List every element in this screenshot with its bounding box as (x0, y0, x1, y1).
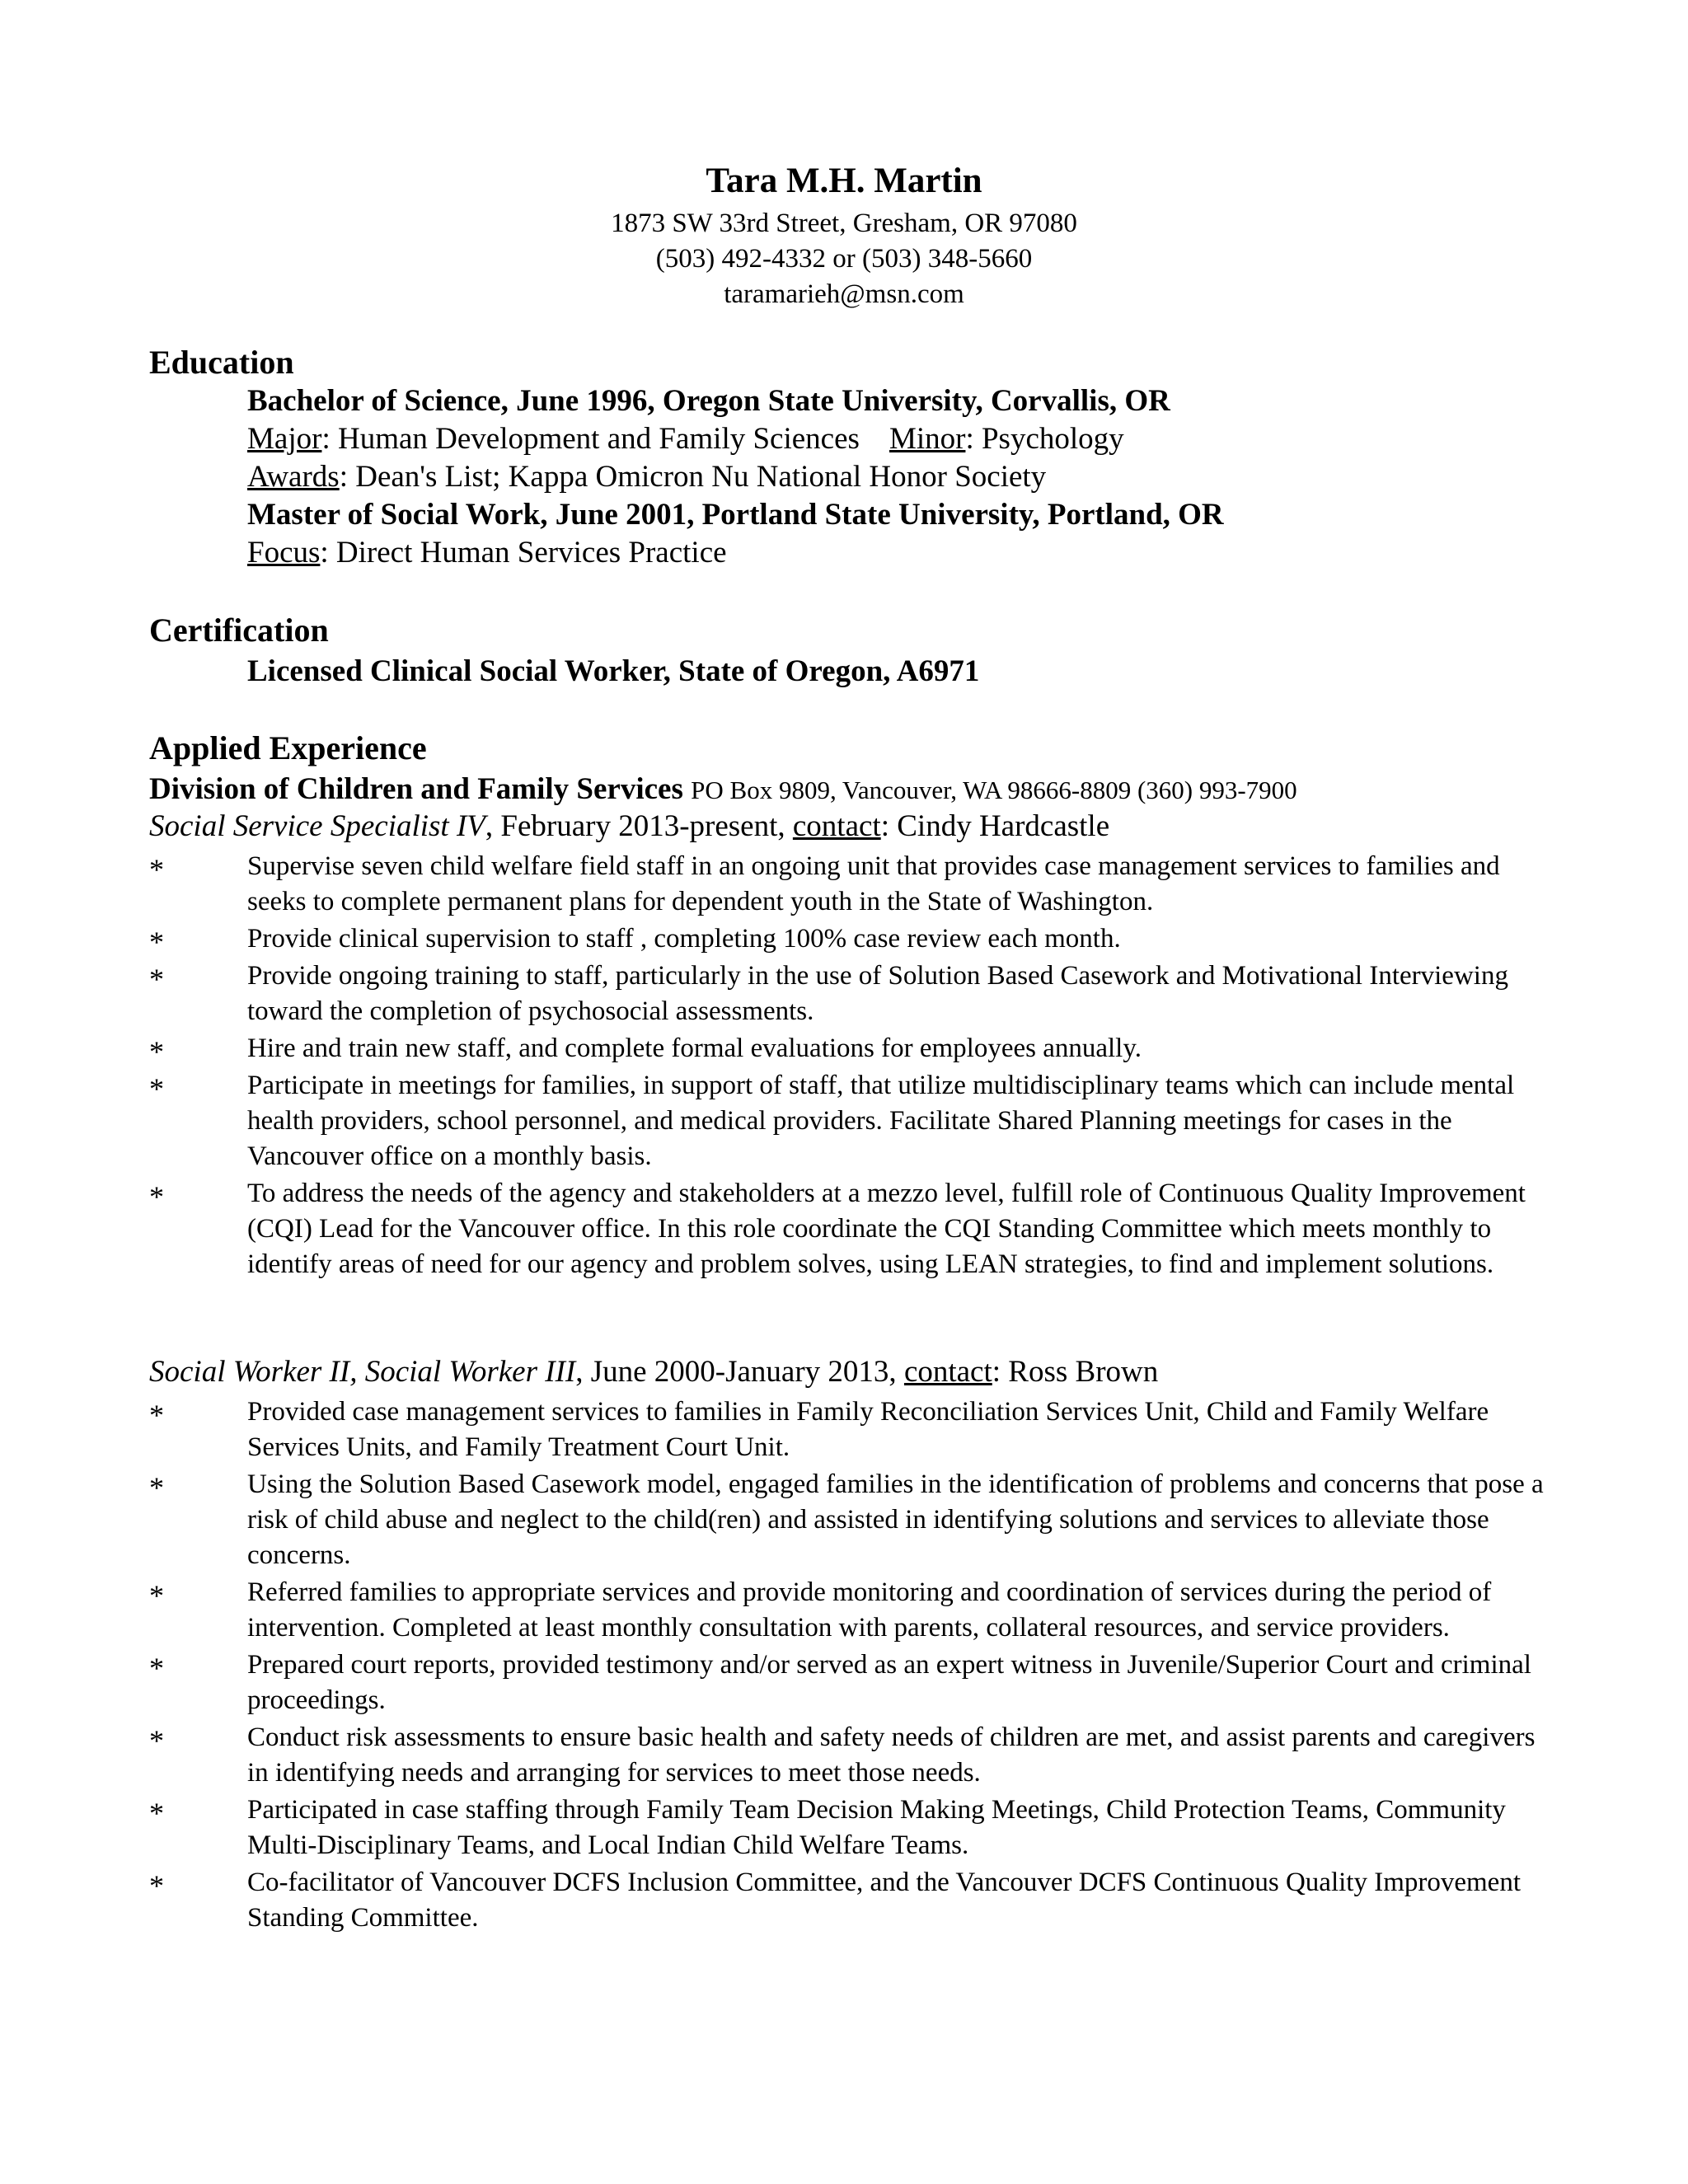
bullet-marker: * (149, 1579, 164, 1612)
employer-address: PO Box 9809, Vancouver, WA 98666-8809 (360) 993-7900 (691, 776, 1297, 804)
education-heading: Education (149, 344, 294, 381)
job1-bullet-list (149, 849, 1550, 1284)
focus-line (247, 534, 727, 572)
bullet-marker: * (149, 1035, 164, 1068)
awards-line (247, 458, 1046, 496)
list-item: * Prepared court reports, provided testimony and/or served as an expert witness in Juvenile/Superior Court and criminal proceedings. (149, 1650, 1531, 1715)
list-item: * Provide clinical supervision to staff , completing 100% case review each month. (149, 924, 1121, 958)
focus-label: Focus (247, 536, 321, 569)
bullet-marker: * (149, 926, 164, 958)
experience-heading: Applied Experience (149, 729, 427, 766)
certification-item: Licensed Clinical Social Worker, State of Oregon, A6971 (247, 654, 980, 688)
list-item: * Using the Solution Based Casework model, engaged families in the identification of problems and concerns that pose a risk of child abuse and neglect to the child(ren) and assisted in identifying solutions and services to alleviate those concerns. (149, 1469, 1544, 1570)
list-item: * Participated in case staffing through Family Team Decision Making Meetings, Child Protection Teams, Community Multi-Disciplinary Teams, and Local Indian Child Welfare Teams. (149, 1795, 1506, 1860)
email: taramarieh@msn.com (724, 279, 964, 309)
list-item: * Supervise seven child welfare field staff in an ongoing unit that provides case management services to families and seeks to complete permanent plans for dependent youth in the State of Washington. (149, 851, 1500, 916)
list-item: * Referred families to appropriate services and provide monitoring and coordination of services during the period of intervention. Completed at least monthly consultation with parents, collateral resources, and service providers. (149, 1577, 1492, 1643)
degree-bachelor: Bachelor of Science, June 1996, Oregon State University, Corvallis, OR (247, 384, 1170, 418)
address: 1873 SW 33rd Street, Gresham, OR 97080 (611, 209, 1077, 238)
job2-dates: , June 2000-January 2013, (575, 1355, 904, 1389)
employer-name: Division of Children and Family Services (149, 772, 683, 806)
certification-heading: Certification (149, 612, 329, 649)
job1-contact-label: contact (792, 809, 881, 843)
list-item: * To address the needs of the agency and stakeholders at a mezzo level, fulfill role of Continuous Quality Improvement (CQI) Lead for the Vancouver office. In this role coordinate the CQI Standing Committee which meets monthly to identify areas of need for our agency and problem solves, using LEAN strategies, to find and implement solutions. (149, 1179, 1526, 1279)
job2-contact-label: contact (903, 1355, 992, 1389)
bullet-marker: * (149, 1869, 164, 1902)
bullet-marker: * (149, 853, 164, 886)
minor-label: Minor (889, 422, 966, 456)
minor-value: : Psychology (965, 422, 1124, 456)
major-minor-line (247, 420, 1124, 458)
awards-value: : Dean's List; Kappa Omicron Nu National Honor Society (339, 460, 1047, 494)
bullet-marker: * (149, 1180, 164, 1213)
list-item: * Provided case management services to families in Family Reconciliation Services Unit, Child and Family Welfare Services Units, and Family Treatment Court Unit. (149, 1397, 1489, 1462)
awards-label: Awards (247, 460, 340, 494)
bullet-marker: * (149, 1471, 164, 1504)
major-value: : Human Development and Family Sciences (321, 422, 860, 456)
candidate-name: Tara M.H. Martin (706, 162, 982, 200)
list-item: * Hire and train new staff, and complete formal evaluations for employees annually. (149, 1033, 1142, 1068)
bullet-marker: * (149, 963, 164, 996)
job1-title-line (149, 808, 1109, 846)
bullet-marker: * (149, 1797, 164, 1830)
bullet-marker: * (149, 1724, 164, 1757)
major-label: Major (247, 422, 322, 456)
bullet-marker: * (149, 1652, 164, 1685)
phone-numbers: (503) 492-4332 or (503) 348-5660 (655, 244, 1033, 274)
job1-contact-value: : Cindy Hardcastle (880, 809, 1110, 843)
job2-contact-value: : Ross Brown (992, 1355, 1159, 1389)
job2-bullet-list (149, 1394, 1550, 1938)
list-item: * Participate in meetings for families, in support of staff, that utilize multidisciplinary teams which can include mental health providers, school personnel, and medical providers. Facilitate Shared Planning meetings for cases in the Vancouver office on a monthly basis. (149, 1071, 1515, 1171)
job2-title: Social Worker II, Social Worker III (149, 1355, 576, 1389)
list-item: * Conduct risk assessments to ensure basic health and safety needs of children are met, and assist parents and caregivers in identifying needs and arranging for services to meet those needs. (149, 1722, 1536, 1788)
job1-dates: , February 2013-present, (485, 809, 793, 843)
job2-title-line (149, 1353, 1158, 1391)
degree-master: Master of Social Work, June 2001, Portland State University, Portland, OR (247, 498, 1224, 532)
bullet-marker: * (149, 1399, 164, 1432)
employer-line (149, 771, 1297, 809)
list-item: * Co-facilitator of Vancouver DCFS Inclusion Committee, and the Vancouver DCFS Continuous Quality Improvement Standing Committee. (149, 1868, 1521, 1933)
list-item: * Provide ongoing training to staff, particularly in the use of Solution Based Casework and Motivational Interviewing toward the completion of psychosocial assessments. (149, 961, 1508, 1026)
resume-header (0, 157, 1688, 312)
focus-value: : Direct Human Services Practice (320, 536, 727, 569)
bullet-marker: * (149, 1072, 164, 1105)
job1-title: Social Service Specialist IV (149, 809, 485, 843)
